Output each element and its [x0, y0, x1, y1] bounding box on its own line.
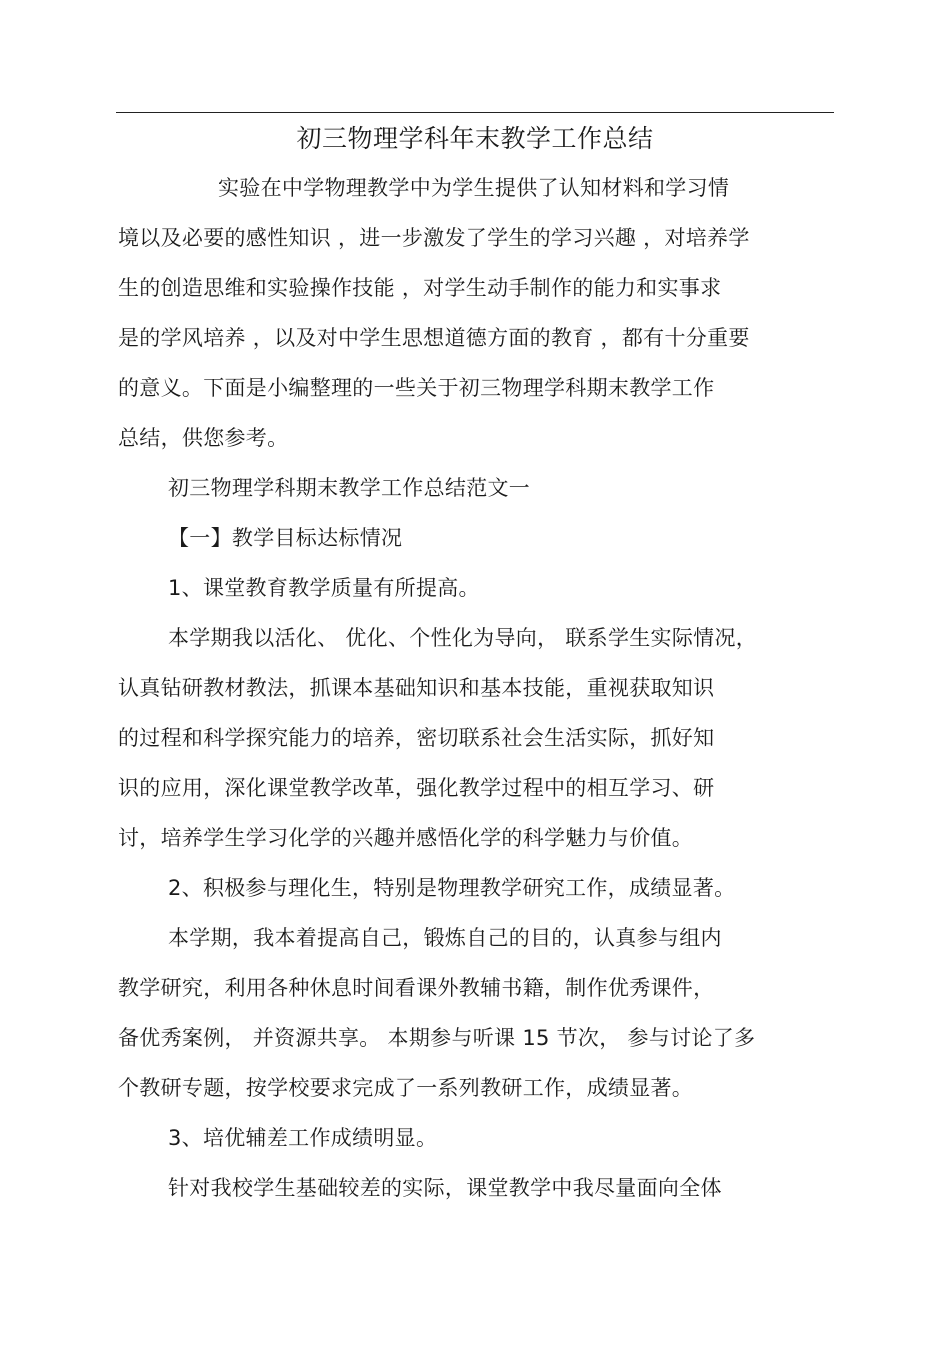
- body-line: 个教研专题，按学校要求完成了一系列教研工作，成绩显著。: [118, 1076, 694, 1100]
- body-line: 的过程和科学探究能力的培养，密切联系社会生活实际，抓好知: [118, 726, 715, 750]
- numbered-item: 3、培优辅差工作成绩明显。: [168, 1126, 438, 1150]
- body-line: 是的学风培养 ，以及对中学生思想道德方面的教育 ，都有十分重要: [118, 326, 750, 350]
- body-line: 讨，培养学生学习化学的兴趣并感悟化学的科学魅力与价值。: [118, 826, 694, 850]
- body-line: 本学期，我本着提高自己，锻炼自己的目的，认真参与组内: [168, 926, 722, 950]
- body-line: 备优秀案例， 并资源共享。 本期参与听课 15 节次， 参与讨论了多: [118, 1026, 756, 1050]
- body-line: 教学研究，利用各种休息时间看课外教辅书籍，制作优秀课件，: [118, 976, 715, 1000]
- subsection-heading: 【一】教学目标达标情况: [168, 526, 403, 550]
- body-line: 生的创造思维和实验操作技能 ，对学生动手制作的能力和实事求: [118, 276, 722, 300]
- body-line: 识的应用，深化课堂教学改革，强化教学过程中的相互学习、研: [118, 776, 715, 800]
- body-line: 本学期我以活化、 优化、个性化为导向， 联系学生实际情况，: [168, 626, 758, 650]
- numbered-item: 1、课堂教育教学质量有所提高。: [168, 576, 480, 600]
- body-line: 总结，供您参考。: [118, 426, 289, 450]
- document-title: 初三物理学科年末教学工作总结: [296, 124, 654, 153]
- body-line: 针对我校学生基础较差的实际，课堂教学中我尽量面向全体: [168, 1176, 722, 1200]
- section-heading: 初三物理学科期末教学工作总结范文一: [168, 476, 531, 500]
- body-line: 境以及必要的感性知识 ，进一步激发了学生的学习兴趣 ，对培养学: [118, 226, 750, 250]
- body-line: 的意义。下面是小编整理的一些关于初三物理学科期末教学工作: [118, 376, 715, 400]
- header-rule: [116, 112, 834, 113]
- numbered-item: 2、积极参与理化生，特别是物理教学研究工作，成绩显著。: [168, 876, 736, 900]
- body-line: 实验在中学物理教学中为学生提供了认知材料和学习情: [218, 176, 730, 200]
- body-line: 认真钻研教材教法，抓课本基础知识和基本技能，重视获取知识: [118, 676, 715, 700]
